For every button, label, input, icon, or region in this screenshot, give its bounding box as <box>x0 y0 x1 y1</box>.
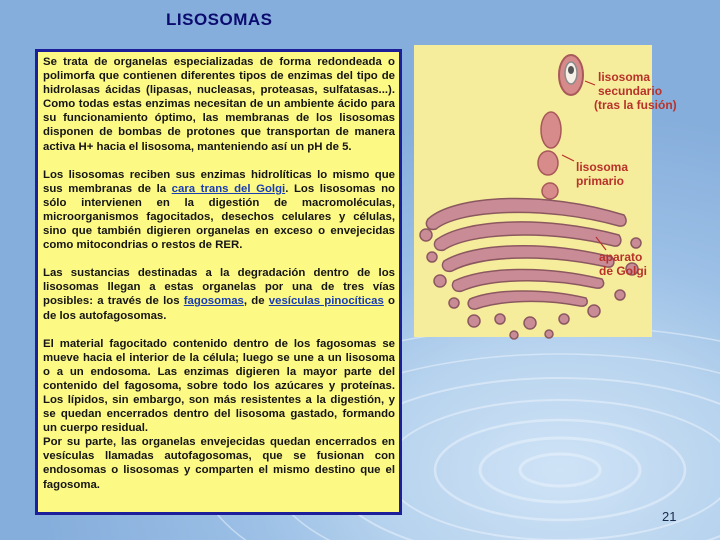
paragraph-1: Se trata de organelas especializadas de forma redondeada o polimorfa que contienen diferentes tipos de enzimas del tipo de hidrolasas ácidas (lipasas, nucleasas, proteasas, sulfatasas...). Como todas estas enzimas necesitan de un ambiente ácido para su funcionamiento óptimo, las membranas de los lisosomas disponen de bombas de protones que transportan de manera activa H+ hacia el lisosoma, manteniendo así un pH de 5. <box>43 56 395 153</box>
lysosome-golgi-figure <box>414 45 677 337</box>
slide-title: LISOSOMAS <box>166 10 273 29</box>
page-number: 21 <box>662 509 677 524</box>
paragraph-4: El material fagocitado contenido dentro de los fagosomas se mueve hacia el interior de la célula; luego se une a un lisosoma o a un endosoma. Las enzimas digieren la mayor parte del contenido del fagosoma, sobre todo los azúcares y proteínas. Los lípidos, sin embargo, son más resistentes a la digestión, y se quedan encerrados dentro del lisosoma gastado, formando un cuerpo residual. <box>43 337 395 435</box>
paragraph-2 <box>43 168 395 253</box>
link-cara-trans-golgi[interactable]: cara trans del Golgi <box>171 182 286 195</box>
label-primario-line-2: primario <box>576 174 625 188</box>
link-fagosomas[interactable]: fagosomas <box>183 295 244 308</box>
paragraph-3-text-a: Las sustancias destinadas a la degradación dentro de los lisosomas llegan a estas organelas por una de tres vías posibles: a través de los <box>43 267 395 308</box>
label-secundario-line-1: lisosoma <box>598 70 651 84</box>
secondary-lysosome-shape <box>559 55 583 95</box>
lysosome-diagram <box>414 45 677 337</box>
label-golgi-line-2: de Golgi <box>599 264 647 278</box>
primary-lysosome-shape <box>538 112 561 199</box>
paragraph-5: Por su parte, las organelas envejecidas quedan encerrados en vesículas llamadas autofagosomas, que se fusionan con endosomas o lisosomas y comparten el mismo destino que el fagosoma. <box>43 436 395 491</box>
label-primario-line-1: lisosoma <box>576 160 629 174</box>
label-secundario-line-3: (tras la fusión) <box>594 98 677 112</box>
paragraph-3 <box>43 266 395 322</box>
label-golgi-line-1: aparato <box>599 250 643 264</box>
label-secundario-line-2: secundario <box>598 84 663 98</box>
paragraph-3-text-b: , de <box>243 295 269 308</box>
paragraph-2-text-a: Los lisosomas reciben sus enzimas hidrolíticas lo mismo que sus membranas de la <box>43 168 395 195</box>
paragraph-2-text-b: . Los lisosomas no sólo intervienen en la digestión de macromoléculas, microorganismos fagocitados, desechos celulares y células, sino que también digieren organelas en exceso o envejecidas como mitocondrias o restos de RER. <box>43 182 395 252</box>
link-vesiculas-pinociticas[interactable]: vesículas pinocíticas <box>268 295 384 308</box>
paragraph-3-text-c: o de los autofagosomas. <box>43 295 396 322</box>
content-text-box <box>35 49 402 515</box>
